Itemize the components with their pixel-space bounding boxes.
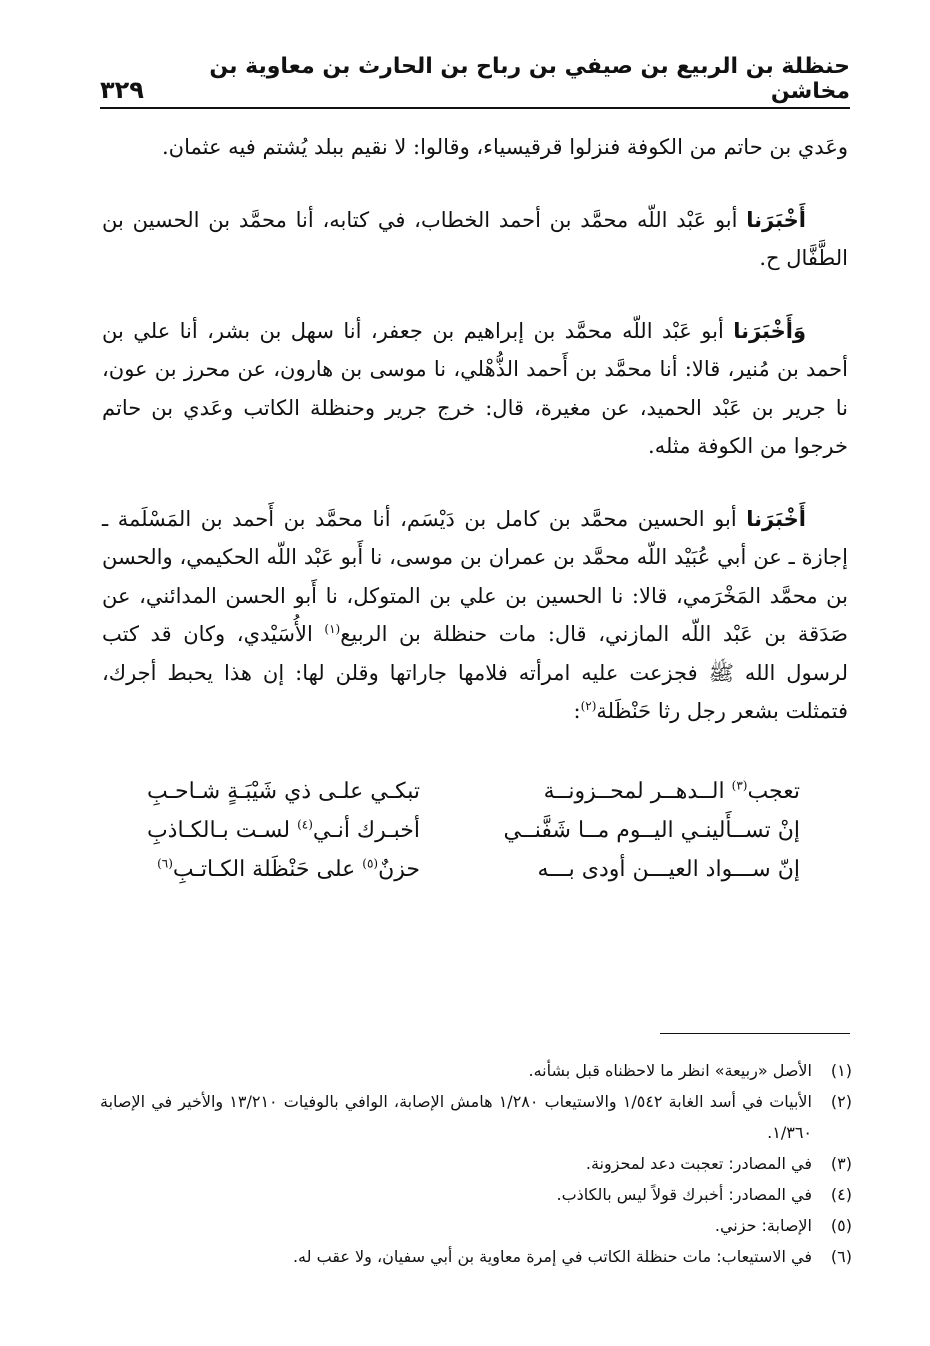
paragraph-text: أبو عَبْد اللّه محمَّد بن إبراهيم بن جعفر، أنا سهل بن بشر، أنا علي بن أحمد بن مُنير، قالا: أنا محمَّد بن أَحمد الذُّهْلي، نا موسى بن هارون، عن محرز بن عون، نا جرير بن عَبْد الحميد، عن مغيرة، قال: خرج جرير وحنظلة الكاتب وعَدي بن حاتم خرجوا من الكوفة مثله. bbox=[102, 318, 848, 458]
footnote-ref[interactable]: (٥) bbox=[362, 856, 379, 871]
page-header bbox=[100, 54, 850, 104]
footnote bbox=[100, 1210, 852, 1241]
header-rule bbox=[100, 107, 850, 109]
verse-text: تبكـي علـى ذي شَيْبَـةٍ شـاحـبِ bbox=[146, 779, 420, 804]
verse-line bbox=[140, 772, 800, 811]
second-hemistich bbox=[140, 772, 450, 811]
footnote-text: في المصادر: تعجبت دعد لمحزونة. bbox=[585, 1154, 812, 1173]
footnote-text: الأبيات في أسد الغابة ١/٥٤٢ والاستيعاب ١/٢٨٠ هامش الإصابة، الوافي بالوفيات ١٣/٢١٠ والأخير في الإصابة ١/٣٦٠. bbox=[100, 1092, 813, 1142]
page-number: ٣٢٩ bbox=[100, 76, 144, 104]
poem bbox=[140, 772, 800, 889]
verse-line bbox=[140, 811, 800, 850]
paragraph-text: الأُسَيْدي، وكان قد كتب لرسول الله ﷺ فجزعت عليه امرأته فلامها جاراتها وقلن لها: إن هذا يحبط أجرك، فتمثلت بشعر رجل رثا حَنْظَلة bbox=[102, 622, 848, 723]
paragraph-1 bbox=[102, 128, 848, 167]
footnote-text: في الاستيعاب: مات حنظلة الكاتب في إمرة معاوية بن أبي سفيان، ولا عقب له. bbox=[292, 1247, 812, 1266]
verse-text: لسـت بـالكـاذبِ bbox=[146, 818, 298, 843]
verse-text: الــدهــر لمحــزونــة bbox=[543, 779, 732, 804]
paragraph-text: وعَدي بن حاتم من الكوفة فنزلوا قرقيسياء، وقالوا: لا نقيم ببلد يُشتم فيه عثمان. bbox=[162, 135, 848, 159]
second-hemistich bbox=[140, 850, 450, 889]
footnote-number: (٤) bbox=[830, 1185, 852, 1204]
verse-text: على حَنْظَلة الكـاتـبِ bbox=[172, 857, 363, 882]
footnote-text: الأصل «ربيعة» انظر ما لاحظناه قبل بشأنه. bbox=[528, 1061, 812, 1080]
verse-text: حزنٌ bbox=[378, 857, 420, 882]
verse-line bbox=[140, 850, 800, 889]
isnad-lead: أَخْبَرَنا bbox=[746, 207, 806, 232]
paragraph-3 bbox=[102, 312, 848, 466]
paragraph-text: أبو الحسين محمَّد بن كامل بن دَيْسَم، أنا محمَّد بن أَحمد بن المَسْلَمة ـ إجازة ـ عن أبي عُبَيْد اللّه محمَّد بن عمران بن موسى، نا أَبو عَبْد اللّه الحكيمي، والحسن بن محمَّد المَخْرَمي، قالا: نا الحسين بن علي بن المتوكل، نا أَبو الحسن المدائني، عن صَدَقة بن عَبْد اللّه المازني، قال: مات حنظلة بن الربيع bbox=[102, 506, 848, 646]
paragraph-text: : bbox=[573, 699, 581, 723]
footnote-number: (٦) bbox=[830, 1247, 852, 1266]
footnote-ref[interactable]: (٢) bbox=[580, 699, 597, 713]
footnote bbox=[100, 1086, 852, 1148]
first-hemistich bbox=[490, 811, 800, 850]
footnote-number: (١) bbox=[830, 1061, 852, 1080]
paragraph-2 bbox=[102, 201, 848, 278]
verse-text: إنّ ســـواد العيـــن أودى بـــه bbox=[537, 857, 800, 882]
first-hemistich bbox=[490, 772, 800, 811]
footnote bbox=[100, 1241, 852, 1272]
footnote-ref[interactable]: (٣) bbox=[731, 778, 748, 793]
footnote-text: الإصابة: حزني. bbox=[714, 1216, 812, 1235]
footnote bbox=[100, 1055, 852, 1086]
footnote-number: (٥) bbox=[830, 1216, 852, 1235]
running-title: حنظلة بن الربيع بن صيفي بن رباح بن الحارث بن معاوية بن مخاشن bbox=[209, 54, 850, 104]
footnote bbox=[100, 1148, 852, 1179]
verse-text: تعجب bbox=[747, 779, 800, 804]
footnote-text: في المصادر: أخبرك قولاً ليس بالكاذب. bbox=[556, 1185, 812, 1204]
first-hemistich bbox=[490, 850, 800, 889]
footnote-ref[interactable]: (٦) bbox=[157, 856, 173, 871]
paragraph-4 bbox=[102, 500, 848, 731]
isnad-lead: وَأَخْبَرَنا bbox=[733, 318, 806, 343]
footnote-ref[interactable]: (١) bbox=[324, 622, 341, 636]
footnote bbox=[100, 1179, 852, 1210]
footnote-number: (٢) bbox=[830, 1092, 852, 1111]
footnote-number: (٣) bbox=[830, 1154, 852, 1173]
footnotes bbox=[100, 1055, 852, 1272]
isnad-lead: أَخْبَرَنا bbox=[746, 506, 806, 531]
footnote-ref[interactable]: (٤) bbox=[297, 817, 313, 832]
verse-text: إنْ تســأَلينـي اليــوم مــا شَفَّنــي bbox=[503, 818, 800, 843]
second-hemistich bbox=[140, 811, 450, 850]
footnote-separator bbox=[660, 1033, 850, 1034]
main-text bbox=[102, 128, 848, 731]
paragraph-text: أبو عَبْد اللّه محمَّد بن أحمد الخطاب، في كتابه، أنا محمَّد بن الحسين بن الطَّفَّال ح. bbox=[102, 207, 848, 270]
verse-text: أخبـرك أنـي bbox=[312, 818, 420, 843]
